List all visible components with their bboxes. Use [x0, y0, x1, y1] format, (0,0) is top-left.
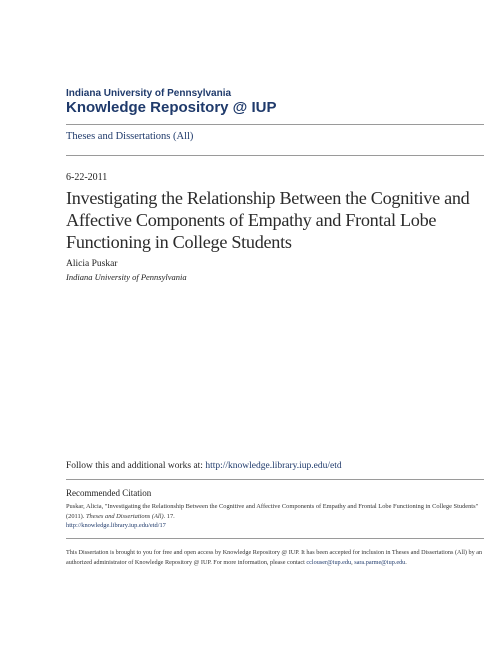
citation-heading: Recommended Citation	[66, 488, 152, 498]
follow-prefix: Follow this and additional works at:	[66, 461, 206, 471]
contact-email-link[interactable]: cclouser@iup.edu	[306, 559, 352, 566]
notice-end: .	[405, 559, 407, 566]
citation-text	[66, 502, 486, 531]
author-affiliation: Indiana University of Pennsylvania	[66, 272, 187, 282]
contact-email-link-2[interactable]: sara.parme@iup.edu	[354, 559, 406, 566]
document-title: Investigating the Relationship Between the Cognitive and Affective Components of Empathy and Frontal Lobe Functioning in College Students	[66, 188, 470, 252]
divider	[66, 155, 484, 156]
citation-link[interactable]: http://knowledge.library.iup.edu/etd/17	[66, 522, 166, 529]
divider	[66, 124, 484, 125]
access-notice	[66, 548, 486, 568]
institution-name: Indiana University of Pennsylvania	[66, 88, 232, 99]
repository-name: Knowledge Repository @ IUP	[66, 99, 277, 116]
citation-body: Puskar, Alicia, "Investigating the Relationship Between the Cognitive and Affective Components of Empathy and Frontal Lobe Functioning in College Students" (2011).	[66, 503, 479, 520]
notice-separator: ,	[351, 559, 355, 566]
notice-text: This Dissertation is brought to you for free and open access by Knowledge Repository @ IUP. It has been accepted for inclusion in Theses and Dissertations (All) by an authorized administrator of Knowledge Repository @ IUP. For more information, please contact	[66, 549, 483, 566]
series-link[interactable]: Theses and Dissertations (All)	[66, 131, 194, 142]
divider	[66, 479, 484, 480]
divider	[66, 538, 484, 539]
citation-number: . 17.	[163, 512, 175, 520]
author-name: Alicia Puskar	[66, 259, 118, 269]
follow-line	[66, 461, 342, 471]
document-date: 6-22-2011	[66, 172, 108, 183]
citation-series: Theses and Dissertations (All)	[86, 512, 164, 520]
collection-link[interactable]: http://knowledge.library.iup.edu/etd	[205, 461, 342, 471]
